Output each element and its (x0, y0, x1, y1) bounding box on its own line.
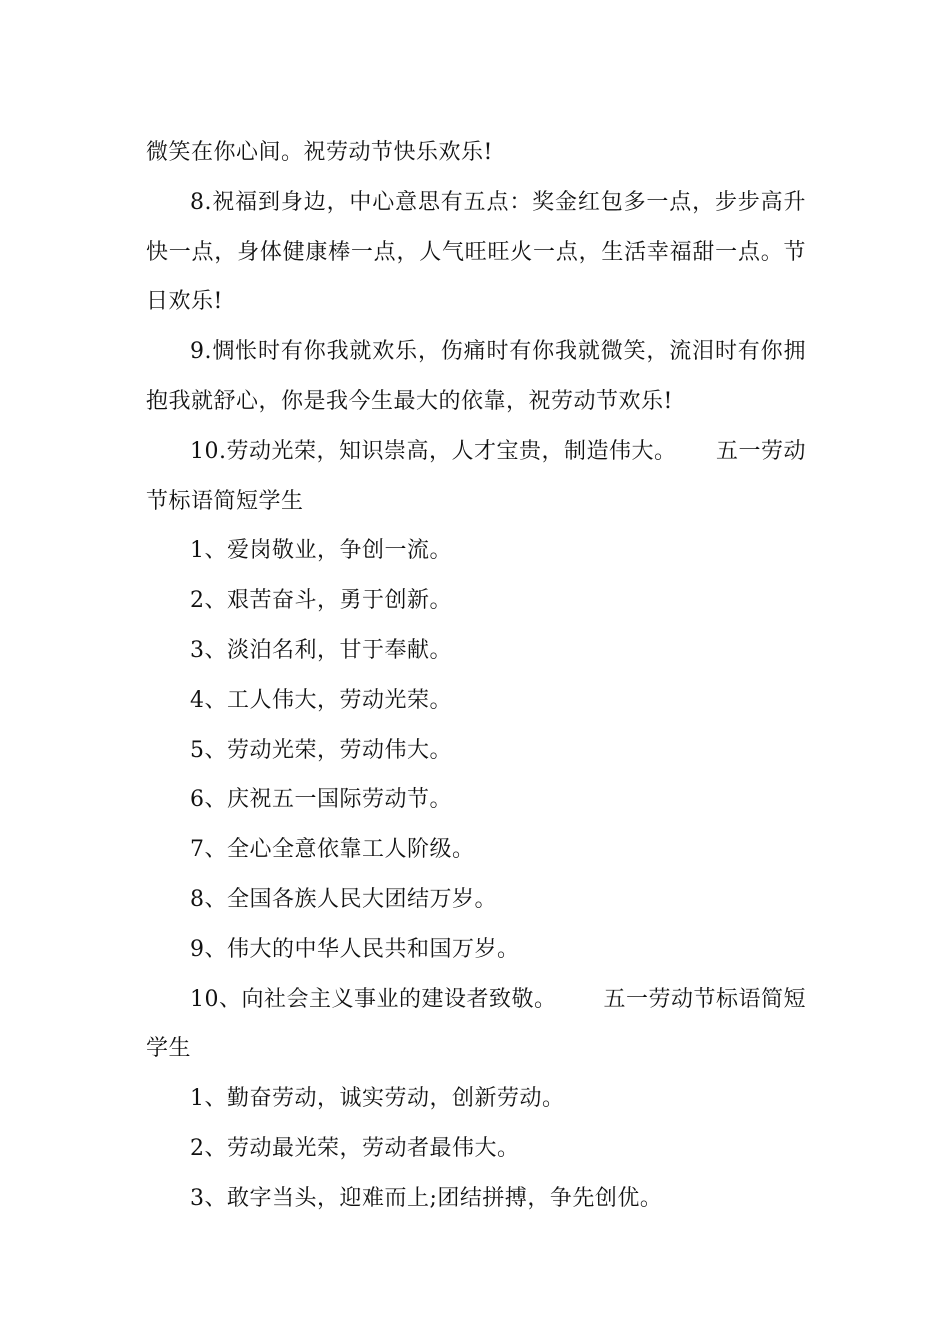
section-heading-part: 学生 (146, 1036, 192, 1062)
paragraph-line: 9.惆怅时有你我就欢乐，伤痛时有你我就微笑，流泪时有你拥 (190, 339, 806, 365)
list-item: 5、劳动光荣，劳动伟大。 (190, 737, 452, 763)
paragraph-line-with-heading (146, 427, 806, 477)
list-item: 1、爱岗敬业，争创一流。 (190, 538, 452, 564)
list-item: 9、伟大的中华人民共和国万岁。 (190, 936, 520, 962)
paragraph-line: 日欢乐! (146, 289, 223, 315)
list-item: 3、淡泊名利，甘于奉献。 (190, 637, 452, 663)
paragraph-line: 微笑在你心间。祝劳动节快乐欢乐! (146, 140, 493, 165)
list-item: 1、勤奋劳动，诚实劳动，创新劳动。 (190, 1086, 565, 1112)
list-item: 3、敢字当头，迎难而上;团结拼搏，争先创优。 (190, 1185, 663, 1211)
paragraph-line: 8.祝福到身边，中心意思有五点：奖金红包多一点，步步高升 (190, 189, 806, 215)
section-heading-part: 五一劳动 (715, 438, 806, 464)
list-item-text: 10、向社会主义事业的建设者致敬。 (190, 986, 557, 1012)
document-body (146, 128, 806, 1224)
section-heading-part: 节标语简短学生 (146, 488, 304, 514)
section-heading-part: 五一劳动节标语简短 (603, 986, 806, 1012)
list-item: 8、全国各族人民大团结万岁。 (190, 886, 497, 912)
paragraph-line: 快一点，身体健康棒一点，人气旺旺火一点，生活幸福甜一点。节 (146, 239, 806, 265)
list-item: 2、劳动最光荣，劳动者最伟大。 (190, 1135, 520, 1161)
paragraph-text: 10.劳动光荣，知识崇高，人才宝贵，制造伟大。 (190, 438, 677, 464)
list-item: 4、工人伟大，劳动光荣。 (190, 687, 452, 713)
list-item: 6、庆祝五一国际劳动节。 (190, 787, 452, 813)
list-item: 7、全心全意依靠工人阶级。 (190, 837, 475, 863)
paragraph-line: 抱我就舒心，你是我今生最大的依靠，祝劳动节欢乐! (146, 388, 673, 414)
list-item: 2、艰苦奋斗，勇于创新。 (190, 588, 452, 614)
list-item-with-heading (146, 975, 806, 1025)
